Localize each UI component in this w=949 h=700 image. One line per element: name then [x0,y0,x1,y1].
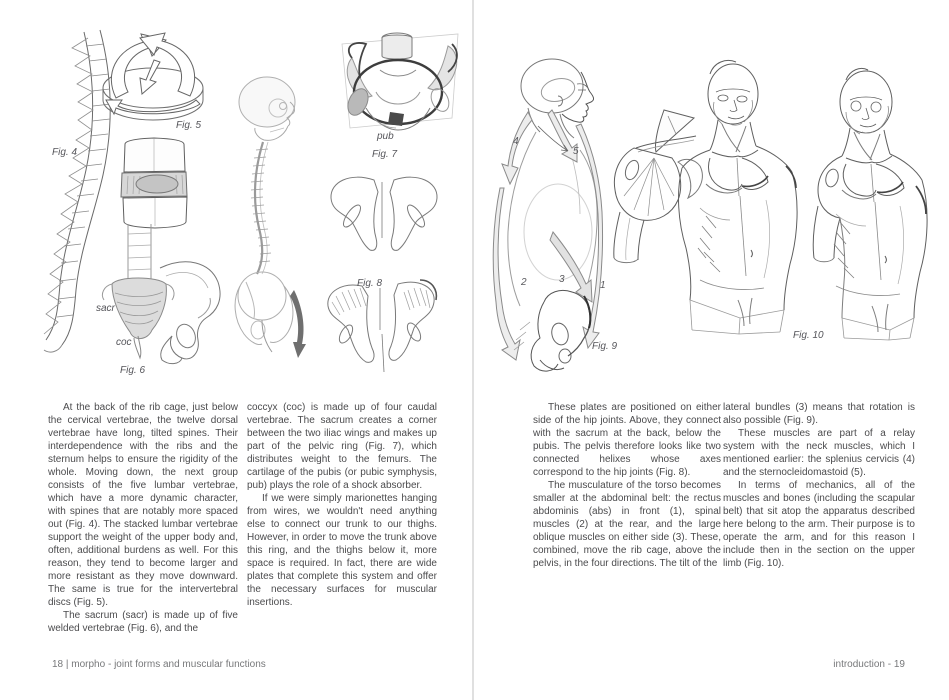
left-page-column-1 [48,401,238,635]
right-page-column-2 [723,401,915,570]
intervertebral-disc-sketch [121,138,187,228]
paragraph: lateral bundles (3) means that rotation is also possible (Fig. 9). [723,402,915,426]
arrow-label-4: 4 [513,136,519,147]
ghost-skull-spine-sketch [235,77,306,358]
sacr-label: sacr [96,303,115,314]
fig7-pelvic-ring-sketch [342,33,458,130]
arrow-label-5: 5 [573,146,579,157]
right-page-column-1 [533,401,721,570]
paragraph: In terms of mechanics, all of the muscles and bones (including the scapular belt) that sit atop the apparatus described here belong to the arm. Their purpose is to operate the arm, and for this reason I include then in the section on the upper limb (Fig. 10). [723,480,915,569]
left-page-column-2 [247,401,437,609]
fig8-caption: Fig. 8 [357,278,383,289]
arrow-label-1: 1 [600,280,606,291]
fig9-profile-arrows-sketch [493,59,602,371]
paragraph: coccyx (coc) is made up of four caudal vertebrae. The sacrum creates a corner between the two iliac wings and makes up part of the pelvic ring (Fig. 7), which distributes weight to the femurs. The cartilage of the pubis (or pubic symphysis, pub) plays the role of a shock absorber. [247,402,437,491]
paragraph: The sacrum (sacr) is made up of five welded vertebrae (Fig. 6), and the [48,610,238,634]
fig4-caption: Fig. 4 [52,147,78,158]
fig10-caption: Fig. 10 [793,330,824,341]
fig5-caption: Fig. 5 [176,120,202,131]
page-gutter-divider [472,0,474,700]
fig5-rotation-arrows-sketch [103,33,203,120]
paragraph: At the back of the rib cage, just below the cervical vertebrae, the twelve dorsal vertebrae have long, tilted spines. Their interdependence with the ribs and the sternum helps to ensure the rigidity of the whole. Moving down, the next group consists of the five lumbar vertebrae, which have a more dynamic character, with spines that are notably more spaced out (Fig. 4). The stacked lumbar vertebrae support the weight of the upper body and, often, additional burdens as well. For this reason, they tend to become larger and more resistant as they move downward. The same is true for the intervertebral discs (Fig. 5). [48,402,238,608]
paragraph: These muscles are part of a relay system with the neck muscles, which I mentioned earlier: the splenius cervicis (4) and the sternocleidomastoid (5). [723,428,915,478]
coc-label: coc [116,337,132,348]
shoulder-study-sketch [614,110,703,263]
fig7-caption: Fig. 7 [372,149,398,160]
fig6-caption: Fig. 6 [120,365,146,376]
arrow-label-3: 3 [559,274,565,285]
fig9-caption: Fig. 9 [592,341,618,352]
paragraph: If we were simply marionettes hanging from wires, we wouldn't need anything else to connect our trunk to our thighs. However, in order to move the trunk above this ring, and the thighs below it, more space is required. In fact, there are wide plates that complete this system and offer the necessary surfaces for muscular insertions. [247,493,437,608]
paragraph: The musculature of the torso becomes smaller at the abdominal belt: the rectus abdominis (abs) in front (1), spinal muscles (2) at the rear, and the large oblique muscles on either side (3). These, combined, move the rib cage, above the pelvis, in the four directions. The tilt of the [533,480,721,569]
left-page-footer: 18 | morpho - joint forms and muscular functions [52,659,266,670]
fig8-iliac-plates-sketch [328,177,437,372]
torso-ecorche-right-sketch [813,68,927,340]
torso-ecorche-left-sketch [679,61,798,335]
right-page-footer: introduction - 19 [833,659,905,670]
pub-label: pub [377,131,394,142]
arrow-label-2: 2 [521,277,527,288]
paragraph: These plates are positioned on either side of the hip joints. Above, they connect with the sacrum at the back, below the pubis. The pelvis therefore looks like two connected helixes whose axes correspond to the hip joints (Fig. 8). [533,402,721,478]
